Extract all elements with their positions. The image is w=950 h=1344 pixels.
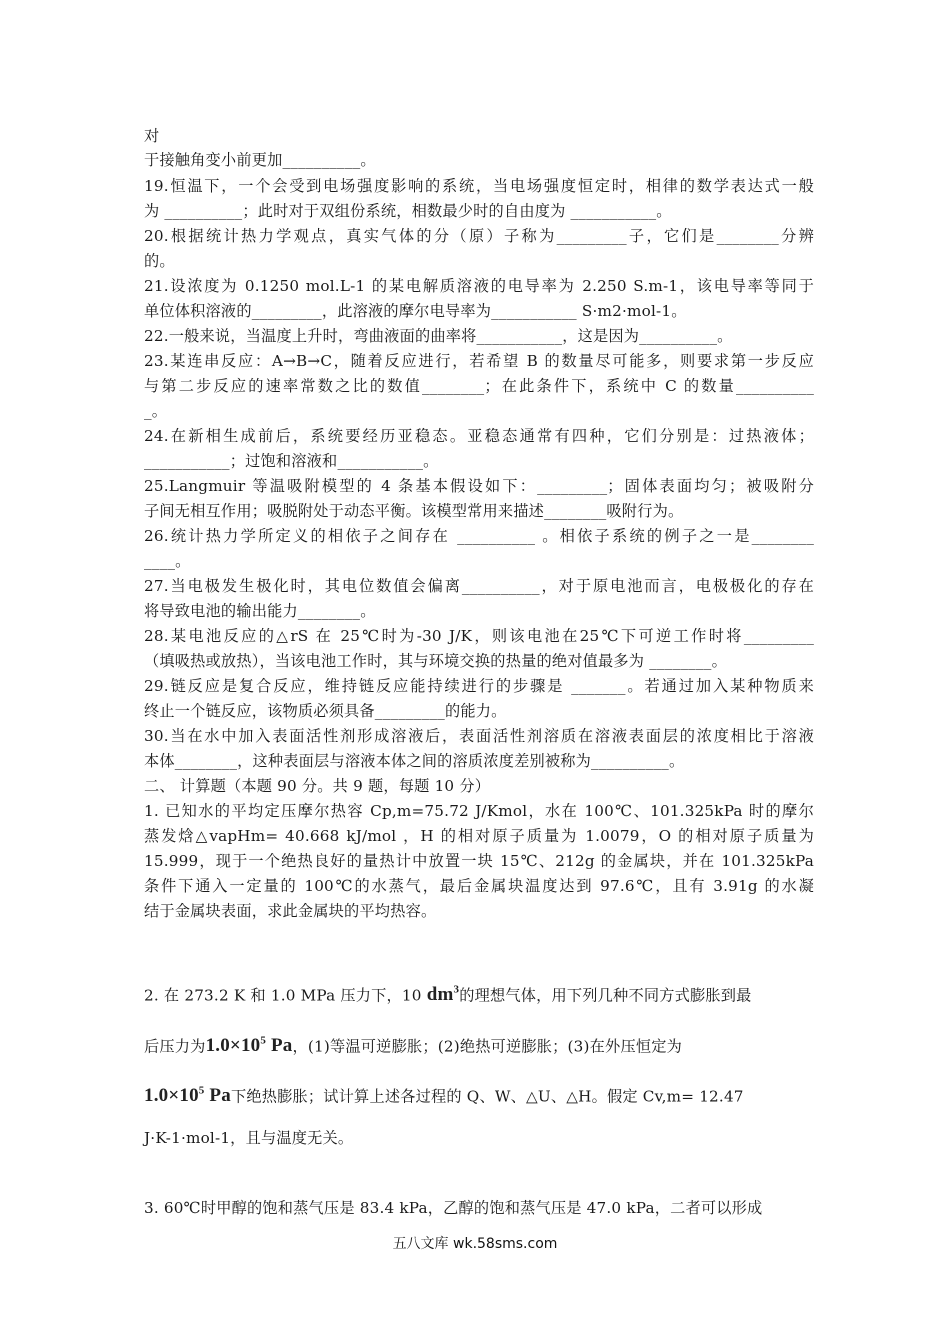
text-line: 将导致电池的输出能力________。 xyxy=(144,602,376,620)
text-line: 为 __________；此时对于双组份系统，相数最少时的自由度为 ___________。 xyxy=(144,202,672,220)
text-line: 于接触角变小前更加__________。 xyxy=(144,151,376,169)
formula-dm3: $dm^3$ xyxy=(426,984,460,1006)
text-line: 28.某电池反应的△rS 在 25℃时为-30 J/K，则该电池在25℃下可逆工作时将_________ xyxy=(144,627,814,645)
text-line: 对 xyxy=(144,127,160,145)
text-line: _。 xyxy=(144,402,168,420)
text-line: 终止一个链反应，该物质必须具备_________的能力。 xyxy=(144,702,507,720)
section-heading: 二、 计算题（本题 90 分。共 9 题，每题 10 分） xyxy=(144,777,491,795)
text-line: 24.在新相生成前后，系统要经历亚稳态。亚稳态通常有四种，它们分别是：过热液体； xyxy=(144,427,814,445)
text-line: 29.链反应是复合反应，维持链反应能持续进行的步骤是 _______。若通过加入某种物质来 xyxy=(144,677,814,695)
text-line: 21.设浓度为 0.1250 mol.L-1 的某电解质溶液的电导率为 2.250 S.m-1，该电导率等同于 xyxy=(144,277,814,295)
text-line: 20.根据统计热力学观点，真实气体的分（原）子称为_________子，它们是________分辨 xyxy=(144,227,814,245)
question-2-line-2: 后压力为$1.0\times 10^5$ Pa，(1)等温可逆膨胀；(2)绝热可逆膨胀；(3)在外压恒定为 xyxy=(144,1035,682,1057)
question-2-line-4: J·K-1·mol-1，且与温度无关。 xyxy=(144,1129,354,1147)
text-line: 结于金属块表面，求此金属块的平均热容。 xyxy=(144,902,437,920)
text-line: 本体________，这种表面层与溶液本体之间的溶质浓度差别被称为__________。 xyxy=(144,752,685,770)
text-line: 23.某连串反应：A→B→C，随着反应进行，若希望 B 的数量尽可能多，则要求第一步反应 xyxy=(144,352,814,370)
text-line: 与第二步反应的速率常数之比的数值________；在此条件下，系统中 C 的数量__________ xyxy=(144,377,814,395)
footer-watermark: 五八文库 wk.58sms.com xyxy=(392,1236,558,1252)
text-line: 的。 xyxy=(144,252,175,270)
text-line: 22.一般来说，当温度上升时，弯曲液面的曲率将___________，这是因为__________。 xyxy=(144,327,733,345)
formula-pressure: $1.0\times 10^5$ Pa xyxy=(205,1035,293,1057)
text-line: 19.恒温下，一个会受到电场强度影响的系统，当电场强度恒定时，相律的数学表达式一般 xyxy=(144,177,814,195)
text-line: 27.当电极发生极化时，其电位数值会偏离__________，对于原电池而言，电极极化的存在 xyxy=(144,577,814,595)
question-2-line-3: $1.0\times 10^5$ Pa下绝热膨胀；试计算上述各过程的 Q、W、△U、△H。假定 Cv,m= 12.47 xyxy=(144,1085,744,1107)
formula-pressure: $1.0\times 10^5$ Pa xyxy=(144,1085,231,1107)
text-line: 26.统计热力学所定义的相依子之间存在 __________ 。相依子系统的例子之一是________ xyxy=(144,527,814,545)
text-line: 条件下通入一定量的 100℃的水蒸气，最后金属块温度达到 97.6℃，且有 3.91g 的水凝 xyxy=(144,877,814,895)
text-line: ____。 xyxy=(144,552,191,570)
text-line: 蒸发焓△vapHm= 40.668 kJ/mol ，H 的相对原子质量为 1.0079，O 的相对原子质量为 xyxy=(144,827,814,845)
text-line: 1. 已知水的平均定压摩尔热容 Cp,m=75.72 J/Kmol，水在 100℃、101.325kPa 时的摩尔 xyxy=(144,802,814,820)
text-line: 单位体积溶液的_________，此溶液的摩尔电导率为___________ S·m2·mol-1。 xyxy=(144,302,687,320)
question-2-line-1: 2. 在 273.2 K 和 1.0 MPa 压力下，10 $dm^3$的理想气体，用下列几种不同方式膨胀到最 xyxy=(144,984,752,1006)
text-line: 25.Langmuir 等温吸附模型的 4 条基本假设如下：_________；固体表面均匀；被吸附分 xyxy=(144,477,814,495)
question-3-line-1: 3. 60℃时甲醇的饱和蒸气压是 83.4 kPa，乙醇的饱和蒸气压是 47.0 kPa，二者可以形成 xyxy=(144,1199,763,1217)
text-line: 15.999，现于一个绝热良好的量热计中放置一块 15℃、212g 的金属块，并在 101.325kPa xyxy=(144,852,814,870)
text-line: 子间无相互作用；吸脱附处于动态平衡。该模型常用来描述________吸附行为。 xyxy=(144,502,684,520)
text-line: （填吸热或放热），当该电池工作时，其与环境交换的热量的绝对值最多为 ________。 xyxy=(144,652,727,670)
text-line: 30.当在水中加入表面活性剂形成溶液后，表面活性剂溶质在溶液表面层的浓度相比于溶液 xyxy=(144,727,814,745)
text-line: ___________；过饱和溶液和___________。 xyxy=(144,452,439,470)
